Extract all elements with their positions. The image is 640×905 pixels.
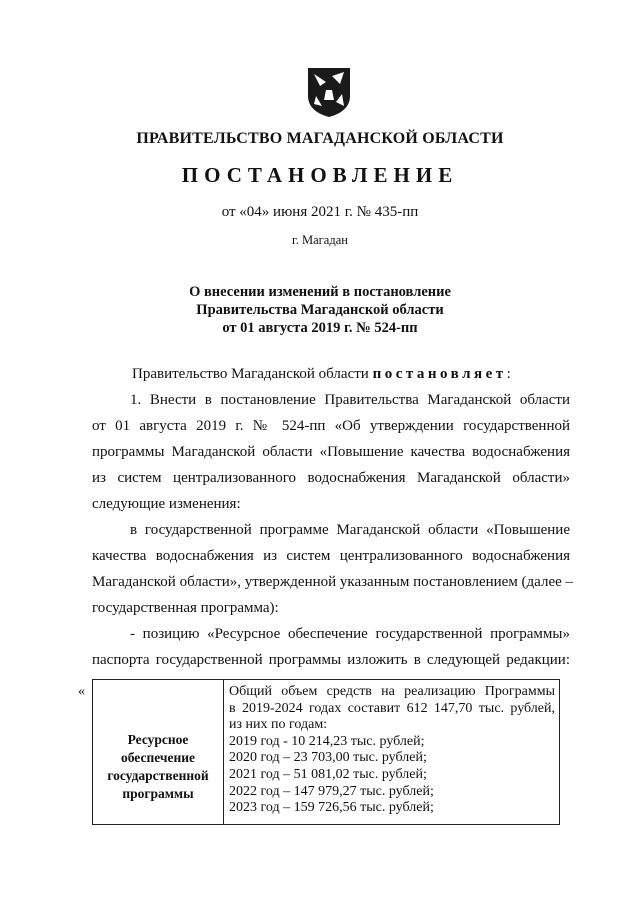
subject-line: от 01 августа 2019 г. № 524-пп [222, 320, 418, 336]
paragraph-line: 1. Внести в постановление Правительства Магаданской области [130, 392, 570, 408]
paragraph-1 [92, 387, 570, 517]
table-row [93, 680, 560, 825]
value-line: 2019 год - 10 214,23 тыс. рублей; [229, 733, 425, 749]
paragraph-2 [92, 517, 574, 621]
paragraph-line: в государственной программе Магаданской области «Повышение [130, 522, 570, 538]
paragraph-line: от 01 августа 2019 г. № 524-пп «Об утверждении государственной [92, 418, 570, 434]
paragraph-line: программы Магаданской области «Повышение качества водоснабжения [92, 444, 570, 460]
paragraph-line: из систем централизованного водоснабжения Магаданской области» [92, 470, 570, 486]
value-line: 2020 год – 23 703,00 тыс. рублей; [229, 750, 427, 766]
subject-line: Правительства Магаданской области [196, 302, 444, 318]
resource-label-cell [93, 680, 224, 825]
label-line: Ресурсное [127, 732, 189, 747]
paragraph-line: качества водоснабжения из систем централизованного водоснабжения [92, 548, 570, 564]
government-title: ПРАВИТЕЛЬСТВО МАГАДАНСКОЙ ОБЛАСТИ [136, 130, 504, 147]
date-number-line: от «04» июня 2021 г. № 435-пп [221, 204, 419, 220]
value-line: из них по годам: [229, 717, 328, 733]
intro-prefix: Правительство Магаданской области [132, 366, 369, 382]
paragraph-line: государственная программа): [92, 600, 279, 616]
paragraph-line: Магаданской области», утвержденной указанным постановлением (далее – [92, 574, 574, 590]
intro-decree-verb: постановляет [372, 366, 507, 382]
value-line: Общий объем средств на реализацию Программы [229, 684, 555, 699]
document-type: ПОСТАНОВЛЕНИЕ [181, 163, 459, 187]
intro-suffix: : [506, 366, 511, 382]
value-line: 2023 год – 159 726,56 тыс. рублей; [229, 800, 434, 816]
paragraph-line: паспорта государственной программы изложить в следующей редакции: [92, 652, 570, 668]
resource-value-cell [224, 680, 560, 825]
resource-table [92, 679, 560, 825]
subject-line: О внесении изменений в постановление [189, 284, 451, 300]
paragraph-3 [92, 621, 570, 673]
paragraph-line: - позицию «Ресурсное обеспечение государственной программы» [130, 626, 570, 642]
value-line: 2022 год – 147 979,27 тыс. рублей; [229, 783, 434, 799]
label-line: обеспечение [120, 750, 196, 765]
label-line: государственной [107, 768, 209, 783]
city-name: г. Магадан [292, 233, 348, 247]
value-line: 2021 год – 51 081,02 тыс. рублей; [229, 766, 427, 782]
intro-paragraph [92, 361, 570, 387]
value-line: в 2019-2024 годах составит 612 147,70 тыс. рублей, [229, 700, 555, 716]
document-subject [0, 283, 640, 337]
paragraph-line: следующие изменения: [92, 496, 241, 512]
magadan-coat-of-arms-icon [306, 66, 352, 118]
opening-quote: « [78, 684, 85, 699]
label-line: программы [122, 786, 194, 801]
